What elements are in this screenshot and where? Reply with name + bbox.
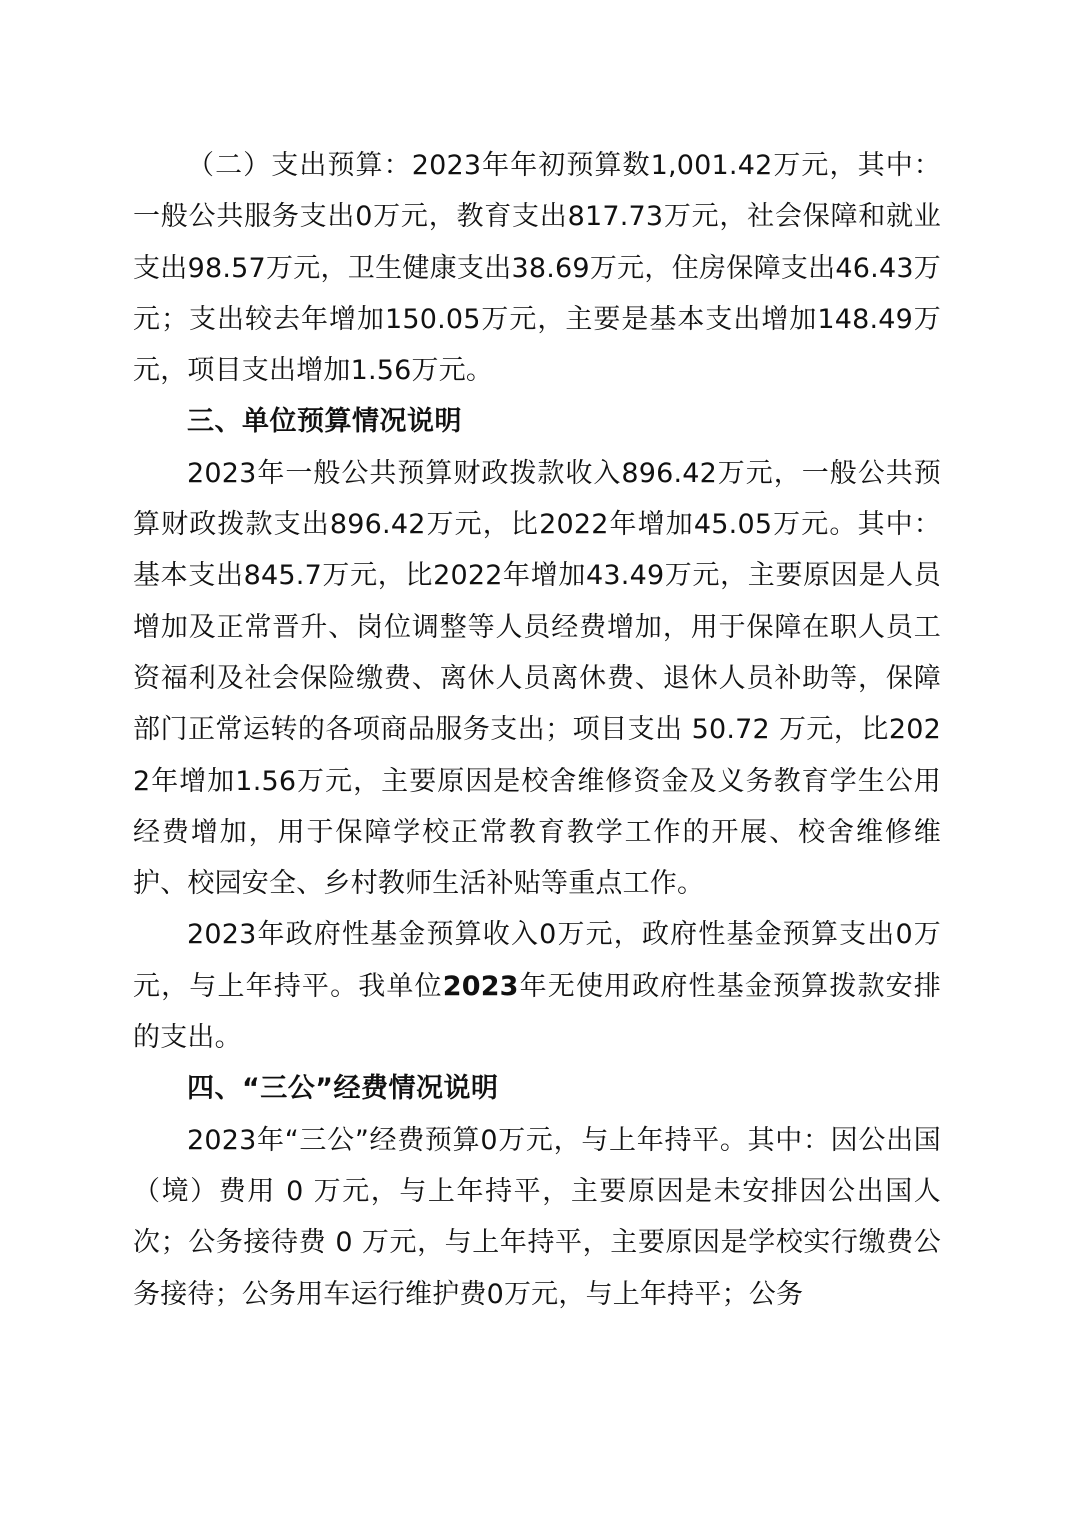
unit-budget-heading: 三、单位预算情况说明 [187, 406, 462, 438]
document-page [133, 140, 941, 1320]
gov-fund-text-1: 2023年政府性基金预算收入0万元，政府性基金预算支出0万元，与上年持平。我单位 [133, 919, 941, 1002]
gov-fund-paragraph [133, 909, 941, 1063]
three-public-paragraph: 2023年“三公”经费预算0万元，与上年持平。其中：因公出国（境）费用 0 万元，与上年持平，主要原因是未安排因公出国人次；公务接待费 0 万元，与上年持平，主要原因是学校实行缴费公务接待；公务用车运行维护费0万元，与上年持平；公务 [133, 1124, 941, 1310]
gov-fund-text-2: 年无使用政府性基金预算拨款安排的支出。 [133, 970, 942, 1054]
expense-budget-paragraph: （二）支出预算：2023年年初预算数1,001.42万元，其中：一般公共服务支出0万元，教育支出817.73万元，社会保障和就业支出98.57万元，卫生健康支出38.69万元，住房保障支出46.43万元；支出较去年增加150.05万元，主要是基本支出增加148.49万元，项目支出增加1.56万元。 [133, 150, 941, 387]
general-budget-paragraph: 2023年一般公共预算财政拨款收入896.42万元，一般公共预算财政拨款支出896.42万元，比2022年增加45.05万元。其中：基本支出845.7万元，比2022年增加43.49万元，主要原因是人员增加及正常晋升、岗位调整等人员经费增加，用于保障在职人员工资福利及社会保险缴费、离休人员离休费、退休人员补助等，保障部门正常运转的各项商品服务支出；项目支出 50.72 万元，比2022年增加1.56万元，主要原因是校舍维修资金及义务教育学生公用经费增加，用于保障学校正常教育教学工作的开展、校舍维修维护、校园安全、乡村教师生活补贴等重点工作。 [133, 457, 941, 900]
gov-fund-bold-year: 2023 [442, 970, 519, 1002]
three-public-heading: 四、“三公”经费情况说明 [187, 1073, 499, 1105]
